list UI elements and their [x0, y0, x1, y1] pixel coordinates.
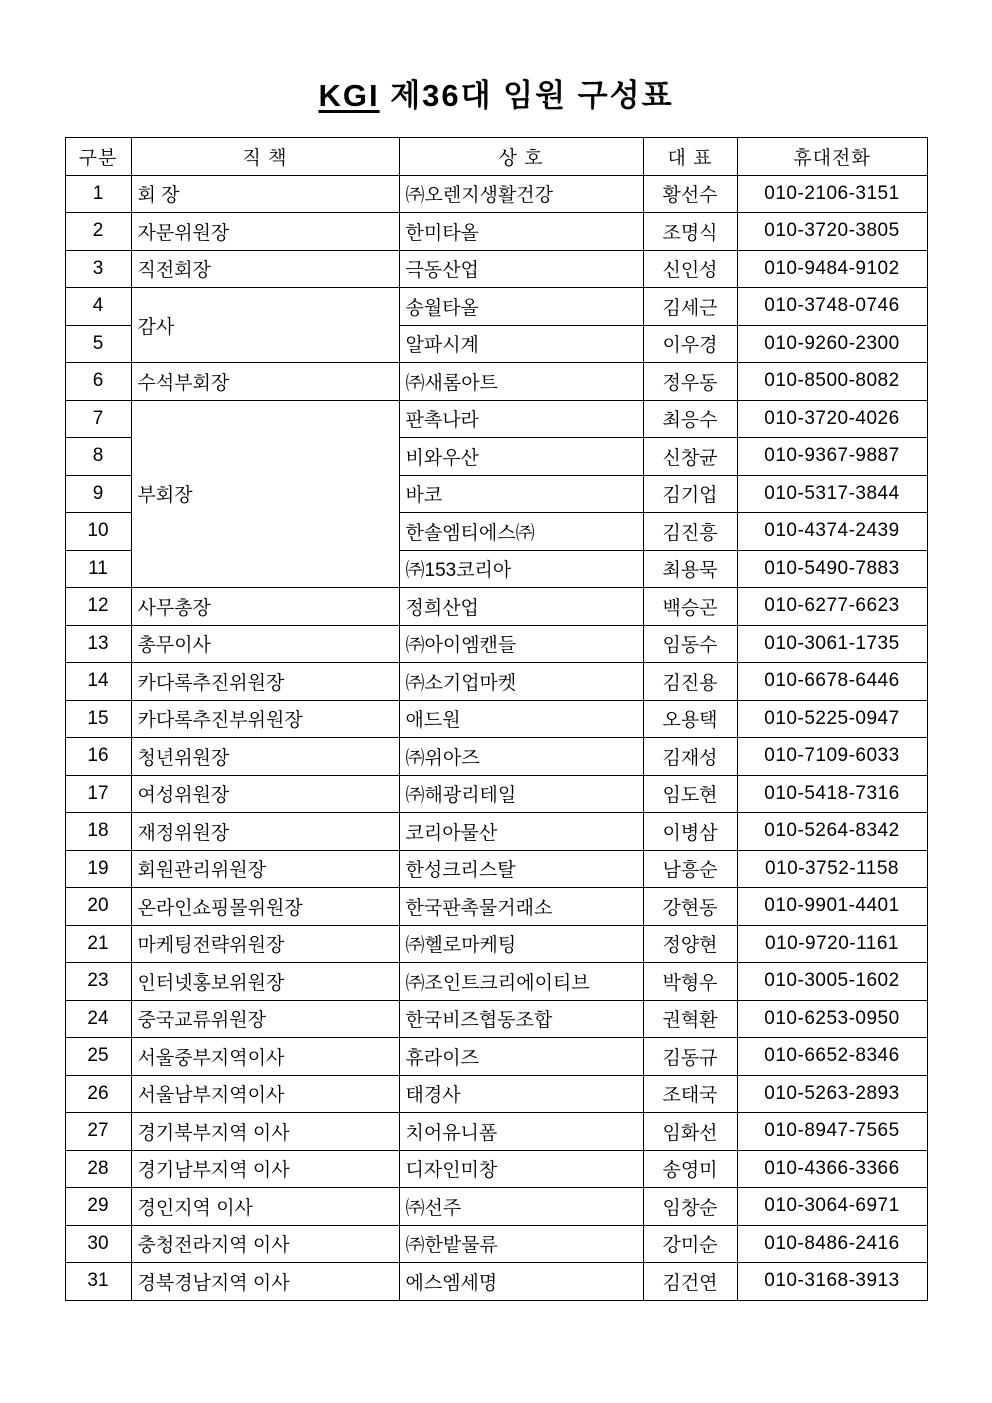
cell-company: ㈜해광리테일	[399, 775, 643, 813]
cell-role: 경기북부지역 이사	[131, 1113, 399, 1151]
cell-rep: 오용택	[643, 700, 737, 738]
cell-role: 사무총장	[131, 588, 399, 626]
cell-no: 7	[65, 400, 131, 438]
table-row	[65, 1225, 927, 1263]
cell-rep: 송영미	[643, 1150, 737, 1188]
cell-rep: 김기업	[643, 475, 737, 513]
cell-no: 6	[65, 363, 131, 401]
cell-phone: 010-5418-7316	[737, 775, 927, 813]
cell-no: 30	[65, 1225, 131, 1263]
cell-company: 치어유니폼	[399, 1113, 643, 1151]
cell-no: 10	[65, 513, 131, 551]
table-row	[65, 775, 927, 813]
cell-role: 청년위원장	[131, 738, 399, 776]
table-row	[65, 213, 927, 251]
cell-no: 24	[65, 1000, 131, 1038]
cell-no: 15	[65, 700, 131, 738]
table-row	[65, 925, 927, 963]
cell-phone: 010-9260-2300	[737, 325, 927, 363]
cell-no: 2	[65, 213, 131, 251]
cell-role: 온라인쇼핑몰위원장	[131, 888, 399, 926]
cell-phone: 010-3748-0746	[737, 288, 927, 326]
table-row	[65, 1113, 927, 1151]
table-row	[65, 1000, 927, 1038]
cell-phone: 010-6277-6623	[737, 588, 927, 626]
cell-company: 코리아물산	[399, 813, 643, 851]
cell-rep: 최응수	[643, 400, 737, 438]
table-row	[65, 1188, 927, 1226]
table-row	[65, 850, 927, 888]
table-row	[65, 400, 927, 438]
cell-no: 26	[65, 1075, 131, 1113]
cell-phone: 010-7109-6033	[737, 738, 927, 776]
page-title	[64, 70, 928, 115]
cell-phone: 010-5490-7883	[737, 550, 927, 588]
cell-phone: 010-8947-7565	[737, 1113, 927, 1151]
officer-roster-table	[65, 137, 928, 1301]
cell-no: 14	[65, 663, 131, 701]
table-row	[65, 1038, 927, 1076]
cell-company: ㈜선주	[399, 1188, 643, 1226]
cell-company: 태경사	[399, 1075, 643, 1113]
cell-rep: 남흥순	[643, 850, 737, 888]
cell-phone: 010-6253-0950	[737, 1000, 927, 1038]
cell-phone: 010-9484-9102	[737, 250, 927, 288]
cell-role: 마케팅전략위원장	[131, 925, 399, 963]
cell-rep: 임도현	[643, 775, 737, 813]
cell-company: 알파시계	[399, 325, 643, 363]
cell-phone: 010-9901-4401	[737, 888, 927, 926]
cell-company: 판촉나라	[399, 400, 643, 438]
cell-company: 한성크리스탈	[399, 850, 643, 888]
page-title-underlined-part: KGI	[318, 78, 380, 113]
cell-phone: 010-4374-2439	[737, 513, 927, 551]
cell-role: 자문위원장	[131, 213, 399, 251]
table-row	[65, 625, 927, 663]
cell-company: ㈜위아즈	[399, 738, 643, 776]
cell-rep: 조명식	[643, 213, 737, 251]
table-row	[65, 663, 927, 701]
cell-phone: 010-3720-4026	[737, 400, 927, 438]
cell-no: 27	[65, 1113, 131, 1151]
cell-company: 애드원	[399, 700, 643, 738]
table-row	[65, 250, 927, 288]
cell-role: 재정위원장	[131, 813, 399, 851]
column-header-phone: 휴대전화	[737, 138, 927, 176]
cell-rep: 최용묵	[643, 550, 737, 588]
cell-rep: 임화선	[643, 1113, 737, 1151]
cell-no: 12	[65, 588, 131, 626]
cell-phone: 010-5317-3844	[737, 475, 927, 513]
cell-phone: 010-5263-2893	[737, 1075, 927, 1113]
column-header-role: 직 책	[131, 138, 399, 176]
cell-company: ㈜153코리아	[399, 550, 643, 588]
cell-role: 충청전라지역 이사	[131, 1225, 399, 1263]
cell-company: 에스엠세명	[399, 1263, 643, 1301]
cell-role: 여성위원장	[131, 775, 399, 813]
column-header-rep: 대 표	[643, 138, 737, 176]
cell-company: 한솔엠티에스㈜	[399, 513, 643, 551]
cell-rep: 이병삼	[643, 813, 737, 851]
table-row	[65, 1075, 927, 1113]
table-row	[65, 738, 927, 776]
cell-rep: 정양현	[643, 925, 737, 963]
cell-no: 8	[65, 438, 131, 476]
cell-role: 중국교류위원장	[131, 1000, 399, 1038]
cell-company: ㈜아이엠캔들	[399, 625, 643, 663]
cell-phone: 010-3752-1158	[737, 850, 927, 888]
cell-rep: 신인성	[643, 250, 737, 288]
table-header-row	[65, 138, 927, 176]
cell-no: 20	[65, 888, 131, 926]
cell-phone: 010-9720-1161	[737, 925, 927, 963]
table-row	[65, 700, 927, 738]
table-row	[65, 888, 927, 926]
cell-no: 17	[65, 775, 131, 813]
cell-role: 수석부회장	[131, 363, 399, 401]
table-row	[65, 963, 927, 1001]
cell-no: 28	[65, 1150, 131, 1188]
cell-rep: 조태국	[643, 1075, 737, 1113]
cell-company: ㈜오렌지생활건강	[399, 175, 643, 213]
cell-no: 9	[65, 475, 131, 513]
cell-no: 1	[65, 175, 131, 213]
cell-phone: 010-8486-2416	[737, 1225, 927, 1263]
cell-no: 3	[65, 250, 131, 288]
cell-no: 11	[65, 550, 131, 588]
cell-no: 4	[65, 288, 131, 326]
cell-company: 극동산업	[399, 250, 643, 288]
cell-rep: 김재성	[643, 738, 737, 776]
cell-no: 31	[65, 1263, 131, 1301]
cell-rep: 강미순	[643, 1225, 737, 1263]
cell-phone: 010-5264-8342	[737, 813, 927, 851]
cell-role: 경기남부지역 이사	[131, 1150, 399, 1188]
cell-rep: 정우동	[643, 363, 737, 401]
cell-company: 비와우산	[399, 438, 643, 476]
table-row	[65, 813, 927, 851]
cell-role: 회 장	[131, 175, 399, 213]
cell-no: 23	[65, 963, 131, 1001]
cell-company: 송월타올	[399, 288, 643, 326]
cell-phone: 010-5225-0947	[737, 700, 927, 738]
cell-role: 카다록추진위원장	[131, 663, 399, 701]
column-header-company: 상 호	[399, 138, 643, 176]
cell-company: ㈜소기업마켓	[399, 663, 643, 701]
cell-no: 19	[65, 850, 131, 888]
cell-phone: 010-3168-3913	[737, 1263, 927, 1301]
cell-phone: 010-8500-8082	[737, 363, 927, 401]
cell-phone: 010-3720-3805	[737, 213, 927, 251]
table-header	[65, 138, 927, 176]
cell-no: 25	[65, 1038, 131, 1076]
table-row	[65, 288, 927, 326]
table-body	[65, 175, 927, 1300]
cell-role: 경북경남지역 이사	[131, 1263, 399, 1301]
cell-phone: 010-3061-1735	[737, 625, 927, 663]
cell-rep: 김동규	[643, 1038, 737, 1076]
cell-company: 바코	[399, 475, 643, 513]
cell-phone: 010-4366-3366	[737, 1150, 927, 1188]
cell-role: 회원관리위원장	[131, 850, 399, 888]
cell-company: 휴라이즈	[399, 1038, 643, 1076]
cell-company: ㈜헬로마케팅	[399, 925, 643, 963]
cell-phone: 010-3005-1602	[737, 963, 927, 1001]
cell-rep: 황선수	[643, 175, 737, 213]
cell-rep: 김진용	[643, 663, 737, 701]
cell-rep: 김진흥	[643, 513, 737, 551]
table-row	[65, 363, 927, 401]
cell-company: ㈜한밭물류	[399, 1225, 643, 1263]
cell-no: 18	[65, 813, 131, 851]
cell-role: 부회장	[131, 400, 399, 588]
cell-phone: 010-2106-3151	[737, 175, 927, 213]
cell-phone: 010-6678-6446	[737, 663, 927, 701]
cell-role: 인터넷홍보위원장	[131, 963, 399, 1001]
cell-role: 감사	[131, 288, 399, 363]
cell-rep: 김세근	[643, 288, 737, 326]
cell-rep: 백승곤	[643, 588, 737, 626]
table-row	[65, 1263, 927, 1301]
cell-company: ㈜조인트크리에이티브	[399, 963, 643, 1001]
cell-rep: 권혁환	[643, 1000, 737, 1038]
cell-company: 디자인미창	[399, 1150, 643, 1188]
cell-phone: 010-3064-6971	[737, 1188, 927, 1226]
cell-role: 카다록추진부위원장	[131, 700, 399, 738]
cell-role: 직전회장	[131, 250, 399, 288]
cell-no: 13	[65, 625, 131, 663]
cell-rep: 신창균	[643, 438, 737, 476]
table-row	[65, 175, 927, 213]
cell-rep: 박형우	[643, 963, 737, 1001]
cell-company: 정희산업	[399, 588, 643, 626]
cell-role: 서울남부지역이사	[131, 1075, 399, 1113]
cell-phone: 010-6652-8346	[737, 1038, 927, 1076]
cell-role: 경인지역 이사	[131, 1188, 399, 1226]
cell-rep: 김건연	[643, 1263, 737, 1301]
cell-no: 16	[65, 738, 131, 776]
cell-role: 서울중부지역이사	[131, 1038, 399, 1076]
cell-company: 한국판촉물거래소	[399, 888, 643, 926]
cell-company: 한미타올	[399, 213, 643, 251]
cell-rep: 강현동	[643, 888, 737, 926]
cell-rep: 임동수	[643, 625, 737, 663]
cell-no: 5	[65, 325, 131, 363]
cell-company: 한국비즈협동조합	[399, 1000, 643, 1038]
cell-rep: 임창순	[643, 1188, 737, 1226]
cell-no: 21	[65, 925, 131, 963]
column-header-no: 구분	[65, 138, 131, 176]
cell-role: 총무이사	[131, 625, 399, 663]
page-title-rest: 제36대 임원 구성표	[379, 78, 674, 113]
table-row	[65, 588, 927, 626]
cell-company: ㈜새롬아트	[399, 363, 643, 401]
cell-no: 29	[65, 1188, 131, 1226]
cell-phone: 010-9367-9887	[737, 438, 927, 476]
table-row	[65, 1150, 927, 1188]
cell-rep: 이우경	[643, 325, 737, 363]
